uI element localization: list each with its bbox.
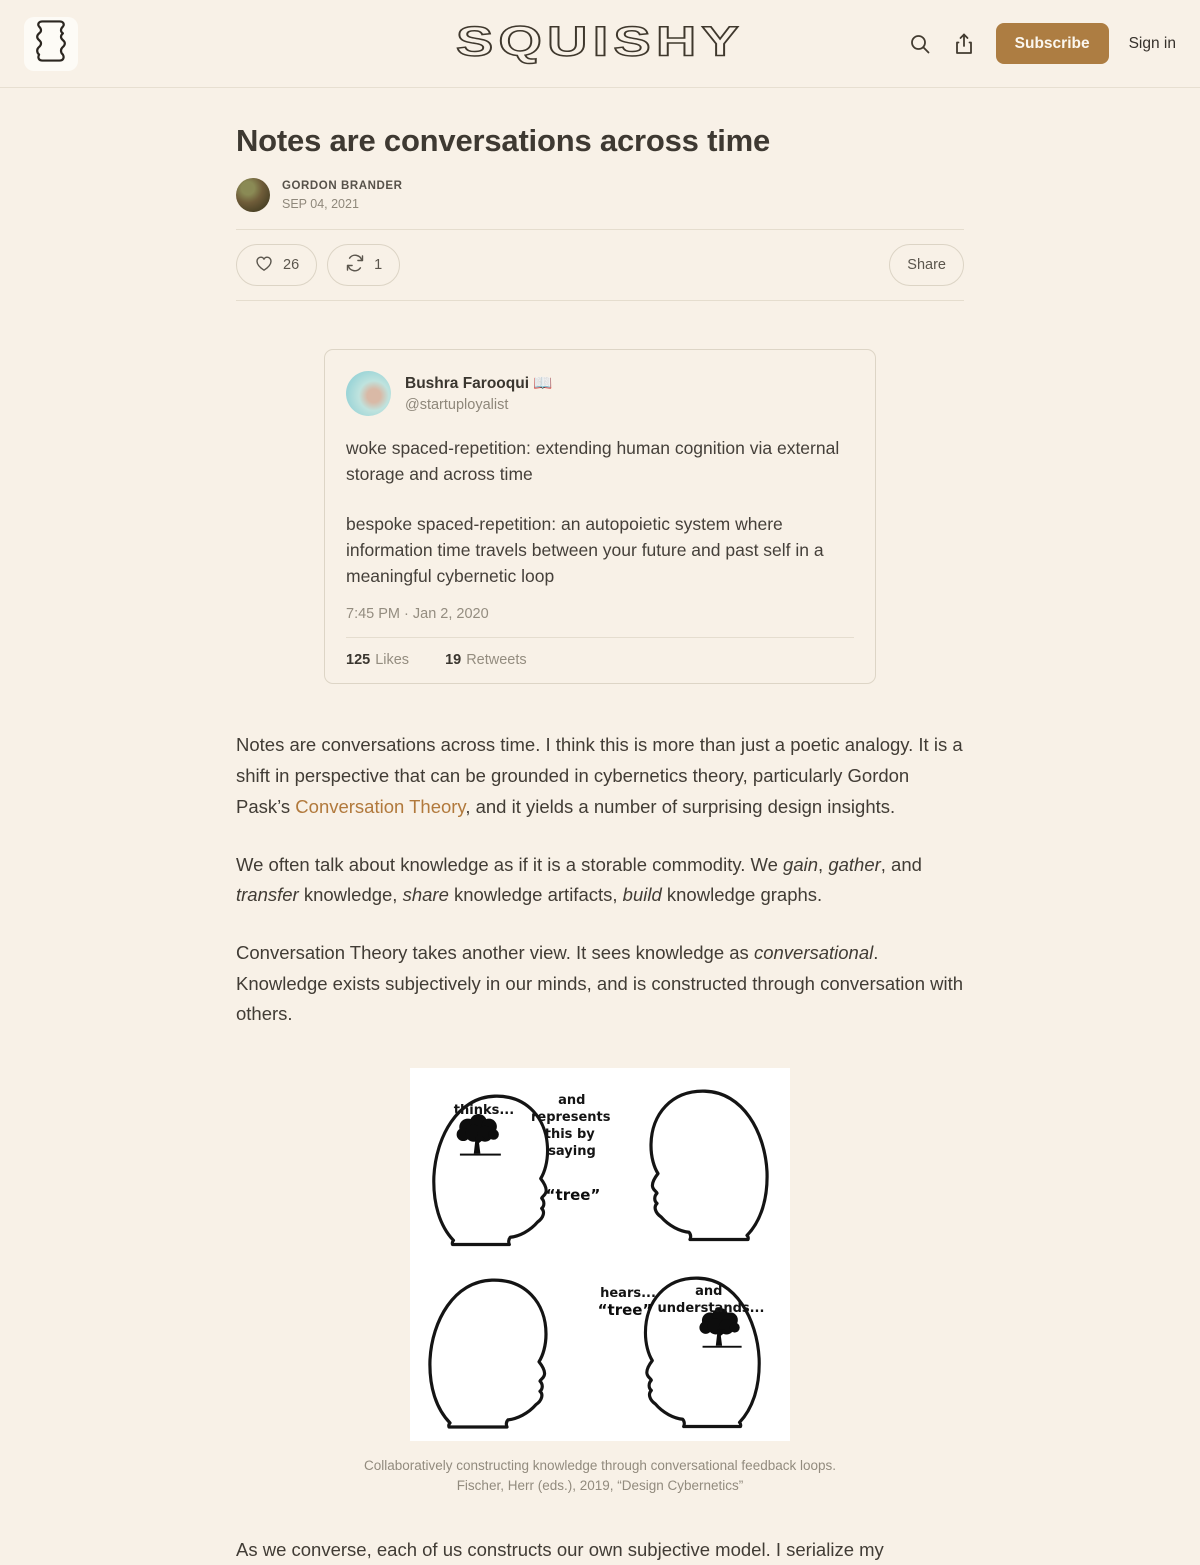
subscribe-button[interactable]: Subscribe [996, 23, 1109, 64]
article-paragraph [236, 850, 964, 911]
tweet-avatar [346, 371, 391, 416]
divider [236, 300, 964, 301]
site-header [0, 0, 1200, 88]
tweet-paragraph: woke spaced-repetition: extending human cognition via external storage and across time [346, 438, 840, 484]
tweet-author-name: Bushra Farooqui 📖 [405, 375, 553, 392]
heart-icon [254, 253, 274, 277]
article-body [236, 730, 964, 1030]
author-name[interactable]: GORDON BRANDER [282, 179, 403, 192]
article-paragraph [236, 1535, 964, 1565]
figure-label-understands: and understands... [657, 1284, 765, 1317]
body-text: , and [880, 853, 922, 875]
restack-button[interactable] [327, 244, 400, 286]
squiggle-logo-icon [34, 18, 68, 69]
body-text: Conversation Theory takes another view. It sees knowledge as [236, 941, 754, 963]
body-text: , and it yields a number of surprising design insights. [465, 795, 896, 817]
share-upload-icon[interactable] [952, 32, 976, 56]
emphasis-text: gather [828, 853, 881, 875]
tweet-timestamp: 7:45 PM · Jan 2, 2020 [346, 606, 854, 638]
body-text: knowledge, [298, 884, 403, 906]
post-page [236, 123, 964, 1565]
share-button[interactable]: Share [889, 244, 964, 286]
figure-label-tree-top: “tree” [545, 1186, 601, 1205]
signin-link[interactable]: Sign in [1128, 34, 1176, 52]
emphasis-text: share [402, 884, 449, 906]
post-date: SEP 04, 2021 [282, 196, 359, 211]
brand-wordmark[interactable] [450, 18, 750, 69]
byline [236, 178, 964, 212]
tweet-embed[interactable] [324, 349, 876, 684]
emphasis-text: transfer [236, 884, 299, 906]
search-icon[interactable] [908, 32, 932, 56]
like-count: 26 [283, 257, 300, 273]
restack-arrows-icon [345, 253, 365, 277]
body-text: Notes are conversations across time. I think this is more than just a poetic analogy. It is a shift in perspective that can be grounded in cybernetics theory, particularly Gordon Pask’s [236, 734, 963, 817]
figure-caption: Collaboratively constructing knowledge through conversational feedback loops. Fischer, Herr (eds.), 2019, “Design Cybernetics” [363, 1458, 837, 1494]
emphasis-text: build [622, 884, 662, 906]
tweet-retweets: 19 Retweets [445, 652, 527, 669]
body-text: We often talk about knowledge as if it is a storable commodity. We [236, 853, 784, 875]
inline-link[interactable]: Conversation Theory [295, 795, 466, 817]
figure-label-hears: hears... [600, 1286, 656, 1302]
restack-count: 1 [374, 257, 383, 273]
publication-logo[interactable] [24, 17, 78, 71]
body-text: As we converse, each of us constructs our own subjective model. I serialize my [236, 1538, 884, 1560]
figure-label-thinks: thinks... [453, 1103, 515, 1119]
page-title: Notes are conversations across time [236, 123, 771, 158]
tweet-author-handle: @startuployalist [405, 397, 509, 413]
engagement-row [236, 230, 964, 300]
header-actions [908, 23, 1176, 64]
figure-label-tree-bottom: “tree” [597, 1301, 653, 1320]
emphasis-text: gain [783, 853, 819, 875]
tweet-text [346, 436, 854, 589]
body-text: knowledge graphs. [661, 884, 823, 906]
figure-label-represents: and represents this by saying [530, 1093, 611, 1160]
article-paragraph [236, 730, 964, 822]
emphasis-text: conversational [753, 941, 874, 963]
figure-image[interactable] [410, 1068, 790, 1441]
article-body-continued [236, 1535, 964, 1565]
tweet-stats [346, 638, 854, 668]
tweet-paragraph: bespoke spaced-repetition: an autopoietic system where information time travels between your future and past self in a meaningful cybernetic loop [346, 513, 824, 586]
tweet-header [346, 371, 854, 416]
body-text: , [818, 853, 829, 875]
like-button[interactable] [236, 244, 317, 286]
article-paragraph [236, 938, 964, 1030]
tweet-likes: 125 Likes [346, 652, 410, 669]
body-text: knowledge artifacts, [448, 884, 623, 906]
author-avatar[interactable] [236, 178, 270, 212]
body-text: . Knowledge exists subjectively in our minds, and is constructed through conversation with others. [236, 941, 964, 1025]
brand-text: SQUISHY [456, 17, 744, 64]
